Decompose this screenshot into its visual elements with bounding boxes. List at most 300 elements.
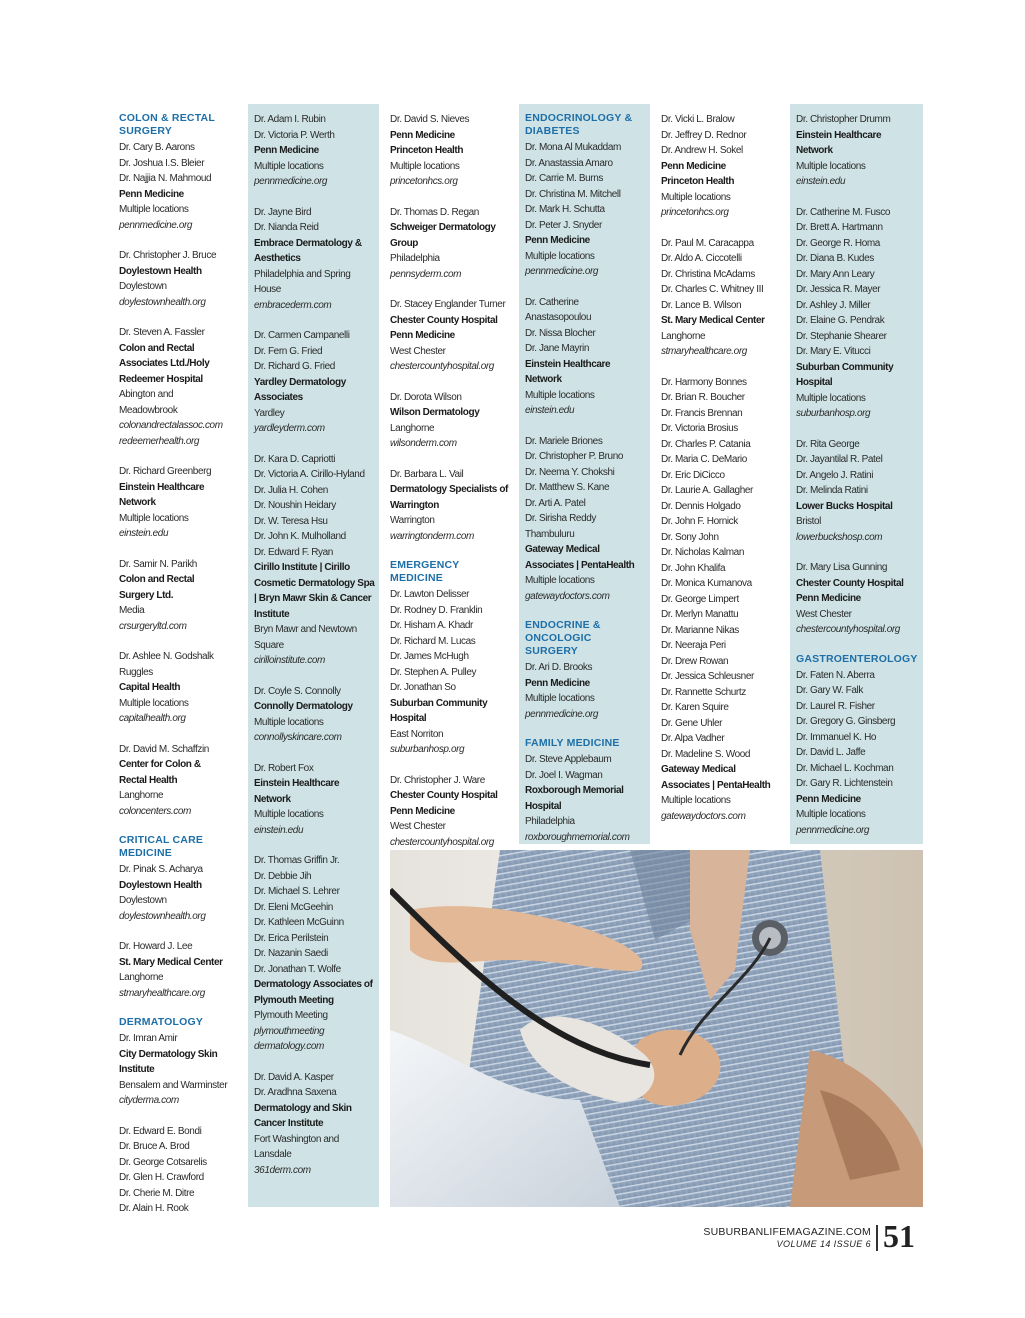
practice-location: Multiple locations xyxy=(119,512,189,524)
practice-name: Roxborough Memorial Hospital xyxy=(525,785,624,812)
doctor-name: Dr. Edward F. Ryan xyxy=(254,546,333,558)
practice-location: Langhorne xyxy=(119,790,164,801)
doctor-name: Dr. Laurie A. Gallagher xyxy=(661,485,753,496)
practice-location: Multiple locations xyxy=(796,809,866,820)
practice-name: Penn Medicine xyxy=(525,677,590,689)
doctor-name: Dr. Kara D. Capriotti xyxy=(254,453,336,465)
practice-name: Schweiger Dermatology Group xyxy=(390,222,496,249)
doctor-listing xyxy=(525,140,646,280)
doctor-name: Dr. Carrie M. Burns xyxy=(525,173,603,184)
practice-location: Multiple locations xyxy=(661,795,731,806)
practice-name: Cirillo Institute | Cirillo Cosmetic Dermatology Spa | Bryn Mawr Skin & Cancer Institute xyxy=(254,562,375,620)
practice-website: plymouthmeeting dermatology.com xyxy=(254,1025,325,1052)
doctor-name: Dr. Lance B. Wilson xyxy=(661,299,742,311)
doctor-name: Dr. Mary Ann Leary xyxy=(796,268,875,280)
doctor-name: Dr. Ashley J. Miller xyxy=(796,299,871,311)
doctor-name: Dr. Victoria Brosius xyxy=(661,423,738,434)
doctor-name: Dr. Immanuel K. Ho xyxy=(796,731,877,743)
doctor-name: Dr. Alpa Vadher xyxy=(661,733,725,744)
doctor-name: Dr. Catherine M. Fusco xyxy=(796,206,891,218)
doctor-listing xyxy=(119,939,229,1001)
practice-location: Multiple locations xyxy=(254,716,324,728)
doctor-name: Dr. David L. Jaffe xyxy=(796,747,866,758)
practice-name: Colon and Rectal Surgery Ltd. xyxy=(119,574,195,601)
doctor-name: Dr. Jayantilal R. Patel xyxy=(796,454,883,465)
doctor-name: Dr. Richard G. Fried xyxy=(254,361,335,372)
doctor-name: Dr. Erica Perilstein xyxy=(254,932,329,944)
doctor-name: Dr. Hisham A. Khadr xyxy=(390,620,473,631)
doctor-name: Dr. Christopher J. Bruce xyxy=(119,250,217,261)
doctor-name: Dr. Christopher J. Ware xyxy=(390,774,485,786)
page-number: 51 xyxy=(883,1218,915,1254)
practice-name: Penn Medicine xyxy=(796,593,861,604)
doctor-listing xyxy=(525,295,646,419)
practice-name: Princeton Health xyxy=(661,176,735,187)
practice-website: pennmedicine.org xyxy=(525,708,599,720)
doctor-name: Dr. Mariele Briones xyxy=(525,435,603,447)
practice-website: pennsyderm.com xyxy=(390,268,462,280)
doctor-listing xyxy=(390,773,510,851)
doctor-listing xyxy=(796,112,919,190)
doctor-name: Dr. Laurel R. Fisher xyxy=(796,700,875,712)
practice-location: Fort Washington and Lansdale xyxy=(254,1133,339,1160)
practice-location: Multiple locations xyxy=(119,697,189,709)
doctor-name: Dr. Eleni McGeehin xyxy=(254,901,333,913)
practice-location: Multiple locations xyxy=(661,191,731,203)
doctor-name: Dr. Steven A. Fassler xyxy=(119,327,205,338)
doctor-listing xyxy=(661,375,781,825)
doctor-listing xyxy=(390,390,510,452)
practice-name: Penn Medicine xyxy=(390,805,455,817)
doctor-name: Dr. John Khalifa xyxy=(661,562,726,574)
doctor-name: Dr. Drew Rowan xyxy=(661,655,729,667)
doctor-name: Dr. Debbie Jih xyxy=(254,870,312,882)
doctor-name: Dr. Mary E. Vitucci xyxy=(796,346,871,357)
doctor-name: Dr. Catherine Anastasopoulou xyxy=(525,296,592,323)
doctor-name: Dr. Gary W. Falk xyxy=(796,685,863,696)
photo-illustration xyxy=(390,850,923,1207)
practice-location: Philadelphia xyxy=(390,253,440,264)
doctor-listing xyxy=(119,464,229,542)
doctor-name: Dr. Richard M. Lucas xyxy=(390,635,476,647)
practice-name: Penn Medicine xyxy=(119,188,184,200)
practice-location: Abington and Meadowbrook xyxy=(119,389,178,416)
doctor-name: Dr. Francis Brennan xyxy=(661,407,743,419)
doctor-listing xyxy=(390,467,510,545)
doctor-name: Dr. Kathleen McGuinn xyxy=(254,917,344,928)
doctor-stethoscope-photo xyxy=(390,850,923,1207)
practice-location: Bensalem and Warminster xyxy=(119,1079,228,1091)
practice-website: connollyskincare.com xyxy=(254,732,342,743)
practice-name: Doylestown Health xyxy=(119,879,202,891)
doctor-name: Dr. Mark H. Schutta xyxy=(525,204,605,215)
directory-column-1 xyxy=(113,104,233,1214)
practice-name: Wilson Dermatology xyxy=(390,407,480,418)
doctor-listing xyxy=(254,853,375,1055)
doctor-name: Dr. Nazanin Saedi xyxy=(254,948,328,959)
doctor-name: Dr. W. Teresa Hsu xyxy=(254,515,328,527)
doctor-listing xyxy=(254,452,375,669)
doctor-name: Dr. Jessica Schleusner xyxy=(661,671,754,682)
category-heading: GASTROENTEROLOGY xyxy=(796,652,918,665)
doctor-listing xyxy=(119,325,229,449)
doctor-name: Dr. David S. Nieves xyxy=(390,114,470,125)
doctor-name: Dr. Thomas D. Regan xyxy=(390,206,479,218)
practice-website: crsurgeryltd.com xyxy=(119,620,187,632)
doctor-listing xyxy=(525,434,646,605)
doctor-name: Dr. Dennis Holgado xyxy=(661,500,741,512)
practice-name: Chester County Hospital xyxy=(390,790,498,801)
doctor-name: Dr. Lawton Delisser xyxy=(390,589,470,600)
practice-website: einstein.edu xyxy=(254,824,304,836)
doctor-name: Dr. Julia H. Cohen xyxy=(254,484,328,496)
doctor-name: Dr. Jessica R. Mayer xyxy=(796,284,881,295)
doctor-name: Dr. George R. Homa xyxy=(796,237,880,249)
doctor-listing xyxy=(661,112,781,221)
practice-name: Gateway Medical Associates | PentaHealth xyxy=(661,764,771,791)
doctor-listing xyxy=(119,248,229,310)
doctor-name: Dr. John K. Mulholland xyxy=(254,531,346,542)
practice-location: Bristol xyxy=(796,516,821,527)
doctor-name: Dr. Christopher Drumm xyxy=(796,114,891,125)
footer-issue-info: VOLUME 14 ISSUE 6 xyxy=(776,1239,871,1249)
doctor-name: Dr. Brett A. Hartmann xyxy=(796,222,883,233)
doctor-name: Dr. Brian R. Boucher xyxy=(661,392,745,403)
doctor-name: Dr. Monica Kumanova xyxy=(661,578,752,589)
practice-name: Einstein Healthcare Network xyxy=(525,358,611,385)
doctor-listing xyxy=(119,742,229,820)
doctor-name: Dr. Rita George xyxy=(796,438,860,450)
doctor-name: Dr. Carmen Campanelli xyxy=(254,330,350,341)
practice-website: warringtonderm.com xyxy=(390,530,474,542)
practice-location: Plymouth Meeting xyxy=(254,1010,328,1021)
practice-name: Penn Medicine xyxy=(525,235,590,246)
practice-name: Yardley Dermatology Associates xyxy=(254,376,346,403)
practice-website: doylestownhealth.org xyxy=(119,296,206,308)
doctor-name: Dr. George Cotsarelis xyxy=(119,1156,207,1168)
practice-location: East Norriton xyxy=(390,728,444,740)
doctor-name: Dr. Arti A. Patel xyxy=(525,497,586,509)
practice-location: Doylestown xyxy=(119,895,167,906)
practice-website: yardleyderm.com xyxy=(254,423,325,434)
practice-location: West Chester xyxy=(796,608,852,620)
practice-name: Suburban Community Hospital xyxy=(390,697,488,724)
doctor-name: Dr. Angelo J. Ratini xyxy=(796,469,874,481)
doctor-name: Dr. Joel I. Wagman xyxy=(525,769,603,781)
doctor-name: Dr. Peter J. Snyder xyxy=(525,219,602,231)
doctor-name: Dr. Christina M. Mitchell xyxy=(525,188,621,200)
doctor-name: Dr. Karen Squire xyxy=(661,702,729,713)
practice-location: Doylestown xyxy=(119,281,167,292)
doctor-name: Dr. Edward E. Bondi xyxy=(119,1125,202,1137)
practice-location: Multiple locations xyxy=(525,250,595,262)
doctor-name: Dr. Christina McAdams xyxy=(661,268,755,280)
practice-name: Dermatology Specialists of Warrington xyxy=(390,484,508,511)
doctor-listing xyxy=(254,684,375,746)
category-heading: ENDOCRINE & ONCOLOGIC SURGERY xyxy=(525,619,601,657)
doctor-name: Dr. Marianne Nikas xyxy=(661,624,739,636)
doctor-name: Dr. Pinak S. Acharya xyxy=(119,864,203,875)
doctor-name: Dr. Charles C. Whitney III xyxy=(661,284,764,295)
doctor-name: Dr. Charles P. Catania xyxy=(661,438,751,450)
practice-website: pennmedicine.org xyxy=(796,824,870,836)
doctor-name: Dr. Stephanie Shearer xyxy=(796,330,887,342)
practice-name: Penn Medicine xyxy=(254,145,319,156)
doctor-name: Dr. Christopher P. Bruno xyxy=(525,451,624,462)
practice-website: cirilloinstitute.com xyxy=(254,655,325,666)
practice-website: cityderma.com xyxy=(119,1095,179,1106)
category-heading: CRITICAL CARE MEDICINE xyxy=(119,834,204,859)
doctor-listing xyxy=(254,761,375,839)
practice-name: Dermatology and Skin Cancer Institute xyxy=(254,1102,352,1129)
practice-website: pennmedicine.org xyxy=(254,176,328,187)
category-heading: COLON & RECTAL SURGERY xyxy=(119,112,215,137)
doctor-name: Dr. Gene Uhler xyxy=(661,717,723,729)
doctor-name: Dr. Thomas Griffin Jr. xyxy=(254,855,340,866)
doctor-name: Dr. Melinda Ratini xyxy=(796,485,868,496)
practice-name: Lower Bucks Hospital xyxy=(796,500,893,512)
doctor-name: Dr. Ashlee N. Godshalk Ruggles xyxy=(119,651,214,678)
practice-name: Princeton Health xyxy=(390,145,464,156)
practice-location: Media xyxy=(119,605,145,616)
practice-website: pennmedicine.org xyxy=(119,219,193,231)
doctor-listing xyxy=(390,587,510,758)
practice-name: Capital Health xyxy=(119,682,181,693)
doctor-listing xyxy=(796,560,919,638)
doctor-listing xyxy=(119,862,229,924)
practice-location: Bryn Mawr and Newtown Square xyxy=(254,624,357,651)
practice-location: Yardley xyxy=(254,407,285,419)
doctor-name: Dr. Steve Applebaum xyxy=(525,754,612,765)
practice-location: Multiple locations xyxy=(796,392,866,404)
doctor-name: Dr. Howard J. Lee xyxy=(119,941,193,952)
doctor-name: Dr. Glen H. Crawford xyxy=(119,1172,204,1183)
doctor-name: Dr. Mary Lisa Gunning xyxy=(796,562,888,573)
practice-website: suburbanhosp.org xyxy=(796,408,871,419)
practice-website: chestercountyhospital.org xyxy=(390,836,494,848)
doctor-name: Dr. Cary B. Aarons xyxy=(119,142,195,153)
doctor-name: Dr. Andrew H. Sokel xyxy=(661,145,743,156)
doctor-name: Dr. Jeffrey D. Rednor xyxy=(661,129,747,141)
practice-location: Philadelphia and Spring House xyxy=(254,268,351,295)
doctor-listing xyxy=(119,649,229,727)
practice-location: Multiple locations xyxy=(119,204,189,215)
practice-name: St. Mary Medical Center xyxy=(661,315,765,326)
practice-website: stmaryhealthcare.org xyxy=(119,987,205,999)
practice-name: Doylestown Health xyxy=(119,265,202,277)
doctor-listing xyxy=(254,1070,375,1179)
practice-website: einstein.edu xyxy=(796,176,846,187)
practice-location: Multiple locations xyxy=(525,389,595,401)
practice-name: Dermatology Associates of Plymouth Meeting xyxy=(254,979,373,1006)
doctor-name: Dr. Joshua I.S. Bleier xyxy=(119,157,205,169)
practice-name: Colon and Rectal Associates Ltd./Holy Redeemer Hospital xyxy=(119,342,210,385)
directory-column-6 xyxy=(790,104,923,844)
practice-location: Multiple locations xyxy=(390,160,460,172)
practice-website: chestercountyhospital.org xyxy=(796,624,900,635)
practice-website: colonandrectalassoc.com xyxy=(119,420,223,431)
practice-location: Multiple locations xyxy=(254,809,324,820)
footer-divider xyxy=(876,1225,878,1251)
practice-location: West Chester xyxy=(390,345,446,357)
practice-website: einstein.edu xyxy=(119,528,169,539)
practice-website: chestercountyhospital.org xyxy=(390,361,494,372)
doctor-name: Dr. Jayne Bird xyxy=(254,206,312,218)
practice-website: lowerbuckshosp.com xyxy=(796,531,883,543)
doctor-name: Dr. Faten N. Aberra xyxy=(796,669,875,681)
practice-name: Chester County Hospital xyxy=(796,577,904,589)
doctor-name: Dr. Richard Greenberg xyxy=(119,466,212,477)
doctor-listing xyxy=(390,112,510,190)
doctor-name: Dr. Noushin Heidary xyxy=(254,500,336,511)
doctor-name: Dr. Aldo A. Ciccotelli xyxy=(661,253,742,264)
practice-location: West Chester xyxy=(390,821,446,832)
doctor-listing xyxy=(119,1124,229,1217)
doctor-name: Dr. Neema Y. Chokshi xyxy=(525,466,615,478)
doctor-name: Dr. Gary R. Lichtenstein xyxy=(796,778,893,789)
doctor-name: Dr. Jonathan So xyxy=(390,682,456,693)
doctor-name: Dr. Cherie M. Ditre xyxy=(119,1187,195,1199)
practice-location: Multiple locations xyxy=(525,575,595,586)
practice-website: doylestownhealth.org xyxy=(119,910,206,922)
practice-location: Langhorne xyxy=(119,972,164,983)
doctor-listing xyxy=(119,557,229,635)
practice-location: Langhorne xyxy=(390,422,435,434)
doctor-name: Dr. Madeline S. Wood xyxy=(661,748,751,760)
doctor-name: Dr. Stephen A. Pulley xyxy=(390,666,477,678)
practice-name: Center for Colon & Rectal Health xyxy=(119,759,201,786)
practice-name: Einstein Healthcare Network xyxy=(119,481,205,508)
doctor-listing xyxy=(119,1031,229,1109)
doctor-name: Dr. Neeraja Peri xyxy=(661,640,726,651)
doctor-listing xyxy=(254,205,375,314)
practice-website: suburbanhosp.org xyxy=(390,744,465,755)
category-heading: DERMATOLOGY xyxy=(119,1016,204,1028)
category-heading: FAMILY MEDICINE xyxy=(525,737,620,749)
category-heading: EMERGENCY MEDICINE xyxy=(390,559,460,584)
practice-name: Penn Medicine xyxy=(390,330,455,341)
footer-website: SUBURBANLIFEMAGAZINE.COM xyxy=(703,1226,871,1238)
doctor-name: Dr. Rannette Schurtz xyxy=(661,686,746,698)
practice-name: Gateway Medical Associates | PentaHealth xyxy=(525,544,635,571)
doctor-name: Dr. David A. Kasper xyxy=(254,1071,334,1083)
doctor-name: Dr. David M. Schaffzin xyxy=(119,743,209,755)
doctor-name: Dr. Rodney D. Franklin xyxy=(390,604,483,616)
doctor-name: Dr. Jonathan T. Wolfe xyxy=(254,963,341,975)
doctor-listing xyxy=(390,297,510,375)
practice-website: princetonhcs.org xyxy=(390,176,458,187)
practice-name: Chester County Hospital xyxy=(390,314,498,326)
directory-column-2 xyxy=(248,104,379,1207)
doctor-name: Dr. Vicki L. Bralow xyxy=(661,114,735,125)
doctor-name: Dr. Imran Amir xyxy=(119,1033,178,1044)
doctor-name: Dr. Paul M. Caracappa xyxy=(661,237,754,249)
doctor-name: Dr. Sirisha Reddy Thambuluru xyxy=(525,513,597,540)
practice-website: princetonhcs.org xyxy=(661,207,729,218)
doctor-name: Dr. Victoria A. Cirillo-Hyland xyxy=(254,469,365,480)
practice-website: stmaryhealthcare.org xyxy=(661,346,747,357)
doctor-name: Dr. Maria C. DeMario xyxy=(661,454,747,465)
doctor-name: Dr. Ari D. Brooks xyxy=(525,662,593,673)
doctor-name: Dr. Gregory G. Ginsberg xyxy=(796,716,896,727)
doctor-name: Dr. Harmony Bonnes xyxy=(661,376,747,388)
doctor-name: Dr. Mona Al Mukaddam xyxy=(525,142,621,153)
doctor-name: Dr. Sony John xyxy=(661,531,719,543)
doctor-name: Dr. Jane Mayrin xyxy=(525,343,590,354)
practice-website: gatewaydoctors.com xyxy=(525,590,610,602)
practice-location: Multiple locations xyxy=(796,160,866,172)
doctor-name: Dr. Eric DiCicco xyxy=(661,469,725,481)
directory-column-3 xyxy=(384,104,514,848)
directory-column-5 xyxy=(655,104,785,844)
doctor-name: Dr. Dorota Wilson xyxy=(390,391,462,403)
doctor-listing xyxy=(525,752,646,845)
practice-website: wilsonderm.com xyxy=(390,438,457,449)
practice-name: Einstein Healthcare Network xyxy=(796,129,882,156)
doctor-name: Dr. Barbara L. Vail xyxy=(390,468,464,480)
doctor-listing xyxy=(796,437,919,546)
doctor-listing xyxy=(254,112,375,190)
doctor-name: Dr. Matthew S. Kane xyxy=(525,482,610,493)
practice-website: 361derm.com xyxy=(254,1164,311,1176)
practice-location: Warrington xyxy=(390,515,435,526)
doctor-listing xyxy=(525,660,646,722)
practice-name: Connolly Dermatology xyxy=(254,701,353,712)
doctor-name: Dr. Aradhna Saxena xyxy=(254,1087,337,1098)
practice-website: redeemerhealth.org xyxy=(119,435,200,447)
doctor-name: Dr. Bruce A. Brod xyxy=(119,1141,190,1152)
doctor-name: Dr. Diana B. Kudes xyxy=(796,253,874,264)
practice-website: gatewaydoctors.com xyxy=(661,810,746,822)
practice-website: roxboroughmemorial.com xyxy=(525,831,630,843)
practice-name: St. Mary Medical Center xyxy=(119,956,223,968)
doctor-listing xyxy=(796,205,919,422)
doctor-name: Dr. Stacey Englander Turner xyxy=(390,299,506,310)
practice-name: Penn Medicine xyxy=(661,160,726,172)
doctor-name: Dr. Victoria P. Werth xyxy=(254,129,335,141)
doctor-name: Dr. Alain H. Rook xyxy=(119,1203,189,1214)
practice-name: Embrace Dermatology & Aesthetics xyxy=(254,237,362,264)
doctor-listing xyxy=(661,236,781,360)
doctor-name: Dr. Adam I. Rubin xyxy=(254,114,326,125)
practice-website: embracederm.com xyxy=(254,299,332,311)
doctor-listing xyxy=(390,205,510,283)
practice-website: pennmedicine.org xyxy=(525,266,599,277)
doctor-name: Dr. Fern G. Fried xyxy=(254,345,323,357)
practice-name: Einstein Healthcare Network xyxy=(254,778,340,805)
practice-website: coloncenters.com xyxy=(119,805,191,817)
doctor-name: Dr. Michael L. Kochman xyxy=(796,762,894,774)
category-heading: ENDOCRINOLOGY & DIABETES xyxy=(525,112,633,137)
doctor-name: Dr. Anastassia Amaro xyxy=(525,157,613,169)
practice-location: Multiple locations xyxy=(525,693,595,704)
practice-location: Multiple locations xyxy=(254,160,324,172)
doctor-name: Dr. Robert Fox xyxy=(254,762,314,774)
doctor-name: Dr. Nianda Reid xyxy=(254,222,319,233)
doctor-name: Dr. Nicholas Kalman xyxy=(661,547,744,558)
doctor-name: Dr. James McHugh xyxy=(390,651,469,662)
doctor-listing xyxy=(796,668,919,839)
practice-name: Penn Medicine xyxy=(390,129,455,141)
directory-column-4 xyxy=(519,104,650,844)
doctor-name: Dr. Najjia N. Mahmoud xyxy=(119,173,212,184)
doctor-name: Dr. John F. Hornick xyxy=(661,516,738,527)
practice-location: Philadelphia xyxy=(525,816,575,827)
practice-website: einstein.edu xyxy=(525,405,575,416)
doctor-name: Dr. Elaine G. Pendrak xyxy=(796,315,885,326)
doctor-name: Dr. Samir N. Parikh xyxy=(119,558,197,570)
doctor-name: Dr. Merlyn Manattu xyxy=(661,609,739,620)
